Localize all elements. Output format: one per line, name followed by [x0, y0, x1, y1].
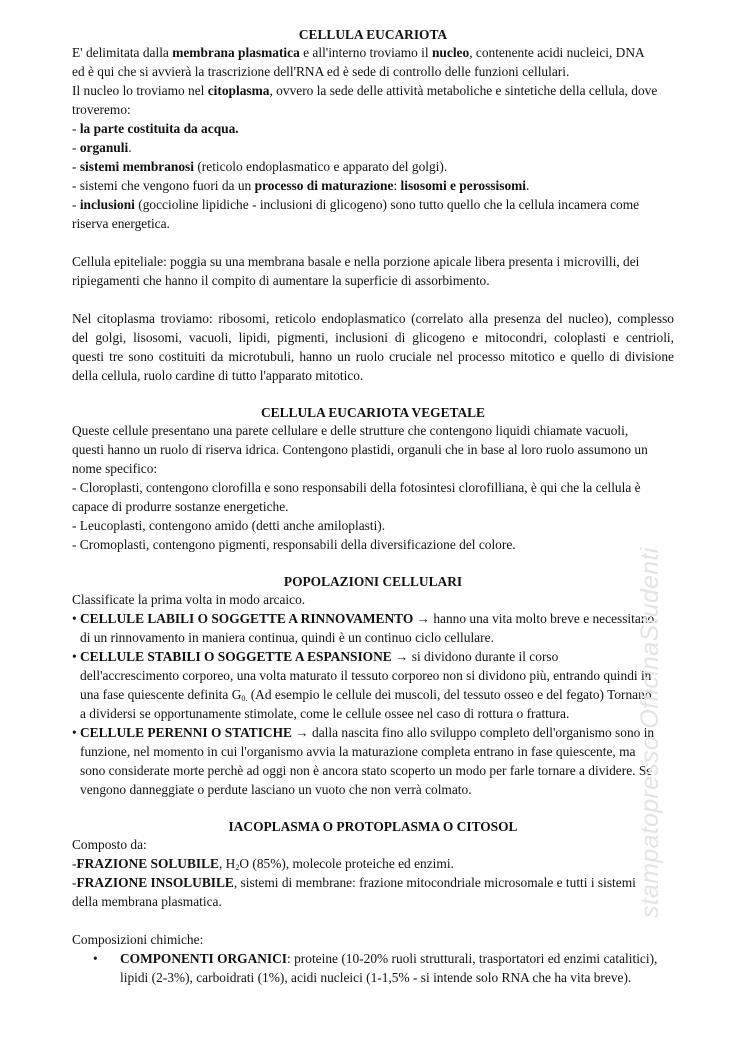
- text-line: [72, 742, 674, 761]
- bold-text: FRAZIONE INSOLUBILE: [76, 875, 234, 890]
- text-line: [72, 497, 674, 516]
- text-line: [72, 535, 674, 554]
- text-span: nome specifico:: [72, 461, 158, 476]
- text-span: questi tre sono costituiti da microtubuli, hanno un ruolo cruciale nel processo mitotico e quello di divisione: [72, 349, 674, 364]
- bold-text: FRAZIONE SOLUBILE: [76, 856, 219, 871]
- subscript-text: 2: [235, 863, 240, 872]
- text-line: [72, 968, 674, 987]
- text-span: O (85%), molecole proteiche ed enzimi.: [239, 856, 454, 871]
- section-heading: [72, 573, 674, 590]
- subscript-text: 0.: [241, 694, 248, 703]
- text-line: [72, 628, 674, 647]
- text-span: Queste cellule presentano una parete cellulare e delle strutture che contengono liquidi chiamate vacuoli,: [72, 423, 629, 438]
- text-span: di un rinnovamento in maniera continua, quindi è un continuo ciclo cellulare.: [80, 630, 494, 645]
- text-line: [72, 62, 674, 81]
- text-span: : proteine (10-20% ruoli strutturali, trasportatori ed enzimi catalitici),: [287, 951, 658, 966]
- text-span: una fase quiescente definita G: [80, 687, 242, 702]
- text-line: [72, 478, 674, 497]
- text-line: [72, 138, 674, 157]
- bold-text: sistemi membranosi: [79, 159, 194, 174]
- text-line: [72, 647, 674, 666]
- bold-text: lisosomi e perossisomi: [400, 178, 527, 193]
- text-span: → dalla nascita fino allo sviluppo completo dell'organismo sono in: [291, 725, 655, 740]
- text-line: [72, 949, 674, 968]
- text-line: [72, 100, 674, 119]
- text-span: vengono danneggiate o perdute lasciano un vuoto che non verrà colmato.: [80, 782, 472, 797]
- blank-line: [72, 911, 674, 930]
- text-span: della membrana plasmatica.: [72, 894, 222, 909]
- text-span: -: [72, 140, 80, 155]
- text-span: - Leucoplasti, contengono amido (detti anche amiloplasti).: [72, 518, 386, 533]
- blank-line: [72, 554, 674, 573]
- text-span: -: [72, 197, 80, 212]
- text-span: , contenente acidi nucleici, DNA: [469, 45, 645, 60]
- text-line: [72, 930, 674, 949]
- text-span: ripiegamenti che hanno il compito di aumentare la superficie di assorbimento.: [72, 273, 490, 288]
- text-span: Nel citoplasma troviamo: ribosomi, reticolo endoplasmatico (correlato alla presenza del nucleo), complesso: [72, 311, 674, 326]
- text-span: E' delimitata dalla: [72, 45, 173, 60]
- text-span: riserva energetica.: [72, 216, 170, 231]
- text-line: [72, 704, 674, 723]
- text-span: Il nucleo lo troviamo nel: [72, 83, 208, 98]
- text-span: , H: [218, 856, 236, 871]
- text-span: - sistemi che vengono fuori da un: [72, 178, 255, 193]
- text-span: questi hanno un ruolo di riserva idrica. Contengono plastidi, organuli che in base al loro ruolo assumono un: [72, 442, 648, 457]
- bold-text: inclusioni: [79, 197, 135, 212]
- bold-text: CELLULA EUCARIOTA VEGETALE: [261, 405, 485, 420]
- text-span: Composizioni chimiche:: [72, 932, 204, 947]
- text-span: , ovvero la sede delle attività metaboliche e sintetiche della cellula, dove: [269, 83, 658, 98]
- text-span: Classificate la prima volta in modo arcaico.: [72, 592, 306, 607]
- section-heading: [72, 26, 674, 43]
- bullet-icon: •: [72, 725, 77, 740]
- text-line: [72, 421, 674, 440]
- text-line: [72, 309, 674, 328]
- blank-line: [72, 233, 674, 252]
- text-line: [72, 666, 674, 685]
- section-heading: [72, 818, 674, 835]
- text-span: (goccioline lipidiche - inclusioni di glicogeno) sono tutto quello che la cellula incamera come: [134, 197, 640, 212]
- text-line: [72, 723, 674, 742]
- bold-text: citoplasma: [207, 83, 270, 98]
- text-line: [72, 119, 674, 138]
- text-line: [72, 347, 674, 366]
- text-span: -: [72, 159, 80, 174]
- text-span: Composto da:: [72, 837, 147, 852]
- text-line: [72, 366, 674, 385]
- text-line: [72, 761, 674, 780]
- text-span: capace di produrre sostanze energetiche.: [72, 499, 289, 514]
- text-span: dell'accrescimento corporeo, una volta maturato il tessuto corporeo non si dividono più, entrando quindi in: [80, 668, 652, 683]
- bold-text: nucleo: [431, 45, 470, 60]
- text-span: , sistemi di membrane: frazione mitocondriale microsomale e tutti i sistemi: [233, 875, 636, 890]
- text-line: [72, 176, 674, 195]
- text-span: -: [72, 121, 80, 136]
- text-line: [72, 252, 674, 271]
- bold-text: POPOLAZIONI CELLULARI: [283, 574, 463, 589]
- bold-text: organuli: [79, 140, 129, 155]
- text-line: [72, 328, 674, 347]
- text-line: [72, 609, 674, 628]
- text-line: [72, 516, 674, 535]
- text-line: [72, 459, 674, 478]
- bold-text: CELLULE LABILI O SOGGETTE A RINNOVAMENTO: [80, 611, 414, 626]
- text-span: e all'interno troviamo il: [299, 45, 432, 60]
- text-line: [72, 81, 674, 100]
- text-line: [72, 214, 674, 233]
- text-line: [72, 892, 674, 911]
- text-line: [72, 157, 674, 176]
- text-span: :: [393, 178, 401, 193]
- text-line: [72, 195, 674, 214]
- text-line: [72, 43, 674, 62]
- text-line: [72, 271, 674, 290]
- text-span: - Cloroplasti, contengono clorofilla e sono responsabili della fotosintesi clorofilliana, è qui che la cellula è: [72, 480, 641, 495]
- bold-text: COMPONENTI ORGANICI: [120, 951, 288, 966]
- document-page: [72, 26, 674, 987]
- text-span: della cellula, ruolo cardine di tutto l'apparato mitotico.: [72, 368, 364, 383]
- bullet-icon: •: [72, 649, 77, 664]
- text-span: (reticolo endoplasmatico e apparato del golgi).: [194, 159, 448, 174]
- bold-text: CELLULE PERENNI O STATICHE: [80, 725, 292, 740]
- section-heading: [72, 404, 674, 421]
- text-span: funzione, nel momento in cui l'organismo avvia la maturazione completa entrano in fase quiescente, ma: [80, 744, 636, 759]
- text-line: [72, 440, 674, 459]
- text-span: .: [526, 178, 530, 193]
- text-span: sono considerate morte perchè ad oggi non è ancora stato scoperto un modo per farle tornare a dividere. Se: [80, 763, 653, 778]
- text-span: .: [128, 140, 132, 155]
- bold-text: processo di maturazione: [254, 178, 394, 193]
- bold-text: CELLULA EUCARIOTA: [298, 27, 448, 42]
- text-span: - Cromoplasti, contengono pigmenti, responsabili della diversificazione del colore.: [72, 537, 516, 552]
- text-span: (Ad esempio le cellule dei muscoli, del tessuto osseo e del fegato) Tornano: [247, 687, 652, 702]
- text-span: -: [72, 875, 77, 890]
- text-line: [72, 590, 674, 609]
- blank-line: [72, 385, 674, 404]
- bold-text: CELLULE STABILI O SOGGETTE A ESPANSIONE: [80, 649, 392, 664]
- bold-text: IACOPLASMA O PROTOPLASMA O CITOSOL: [228, 819, 518, 834]
- bullet-icon: •: [93, 951, 98, 966]
- text-span: -: [72, 856, 77, 871]
- text-span: → si dividono durante il corso: [391, 649, 559, 664]
- bullet-icon: •: [72, 611, 77, 626]
- text-line: [72, 685, 674, 704]
- text-span: Cellula epiteliale: poggia su una membrana basale e nella porzione apicale libera presenta i microvilli, dei: [72, 254, 640, 269]
- text-line: [72, 780, 674, 799]
- text-line: [72, 873, 674, 892]
- text-span: → hanno una vita molto breve e necessitano: [413, 611, 655, 626]
- blank-line: [72, 290, 674, 309]
- text-span: troveremo:: [72, 102, 131, 117]
- bold-text: la parte costituita da acqua.: [79, 121, 239, 136]
- text-span: a dividersi se opportunamente stimolate, come le cellule ossee nel caso di rottura o frattura.: [80, 706, 570, 721]
- text-span: lipidi (2-3%), carboidrati (1%), acidi nucleici (1-1,5% - si intende solo RNA che ha vita breve).: [120, 970, 632, 985]
- text-span: ed è qui che si avvierà la trascrizione dell'RNA ed è sede di controllo delle funzioni cellulari.: [72, 64, 570, 79]
- text-line: [72, 835, 674, 854]
- text-line: [72, 854, 674, 873]
- blank-line: [72, 799, 674, 818]
- text-span: del golgi, lisosomi, vacuoli, lipidi, pigmenti, inclusioni di glicogeno e mitocondri, coloplasti e centrioli,: [72, 330, 674, 345]
- bold-text: membrana plasmatica: [172, 45, 300, 60]
- watermark: stampatopresso OfficinaStudenti: [636, 547, 664, 918]
